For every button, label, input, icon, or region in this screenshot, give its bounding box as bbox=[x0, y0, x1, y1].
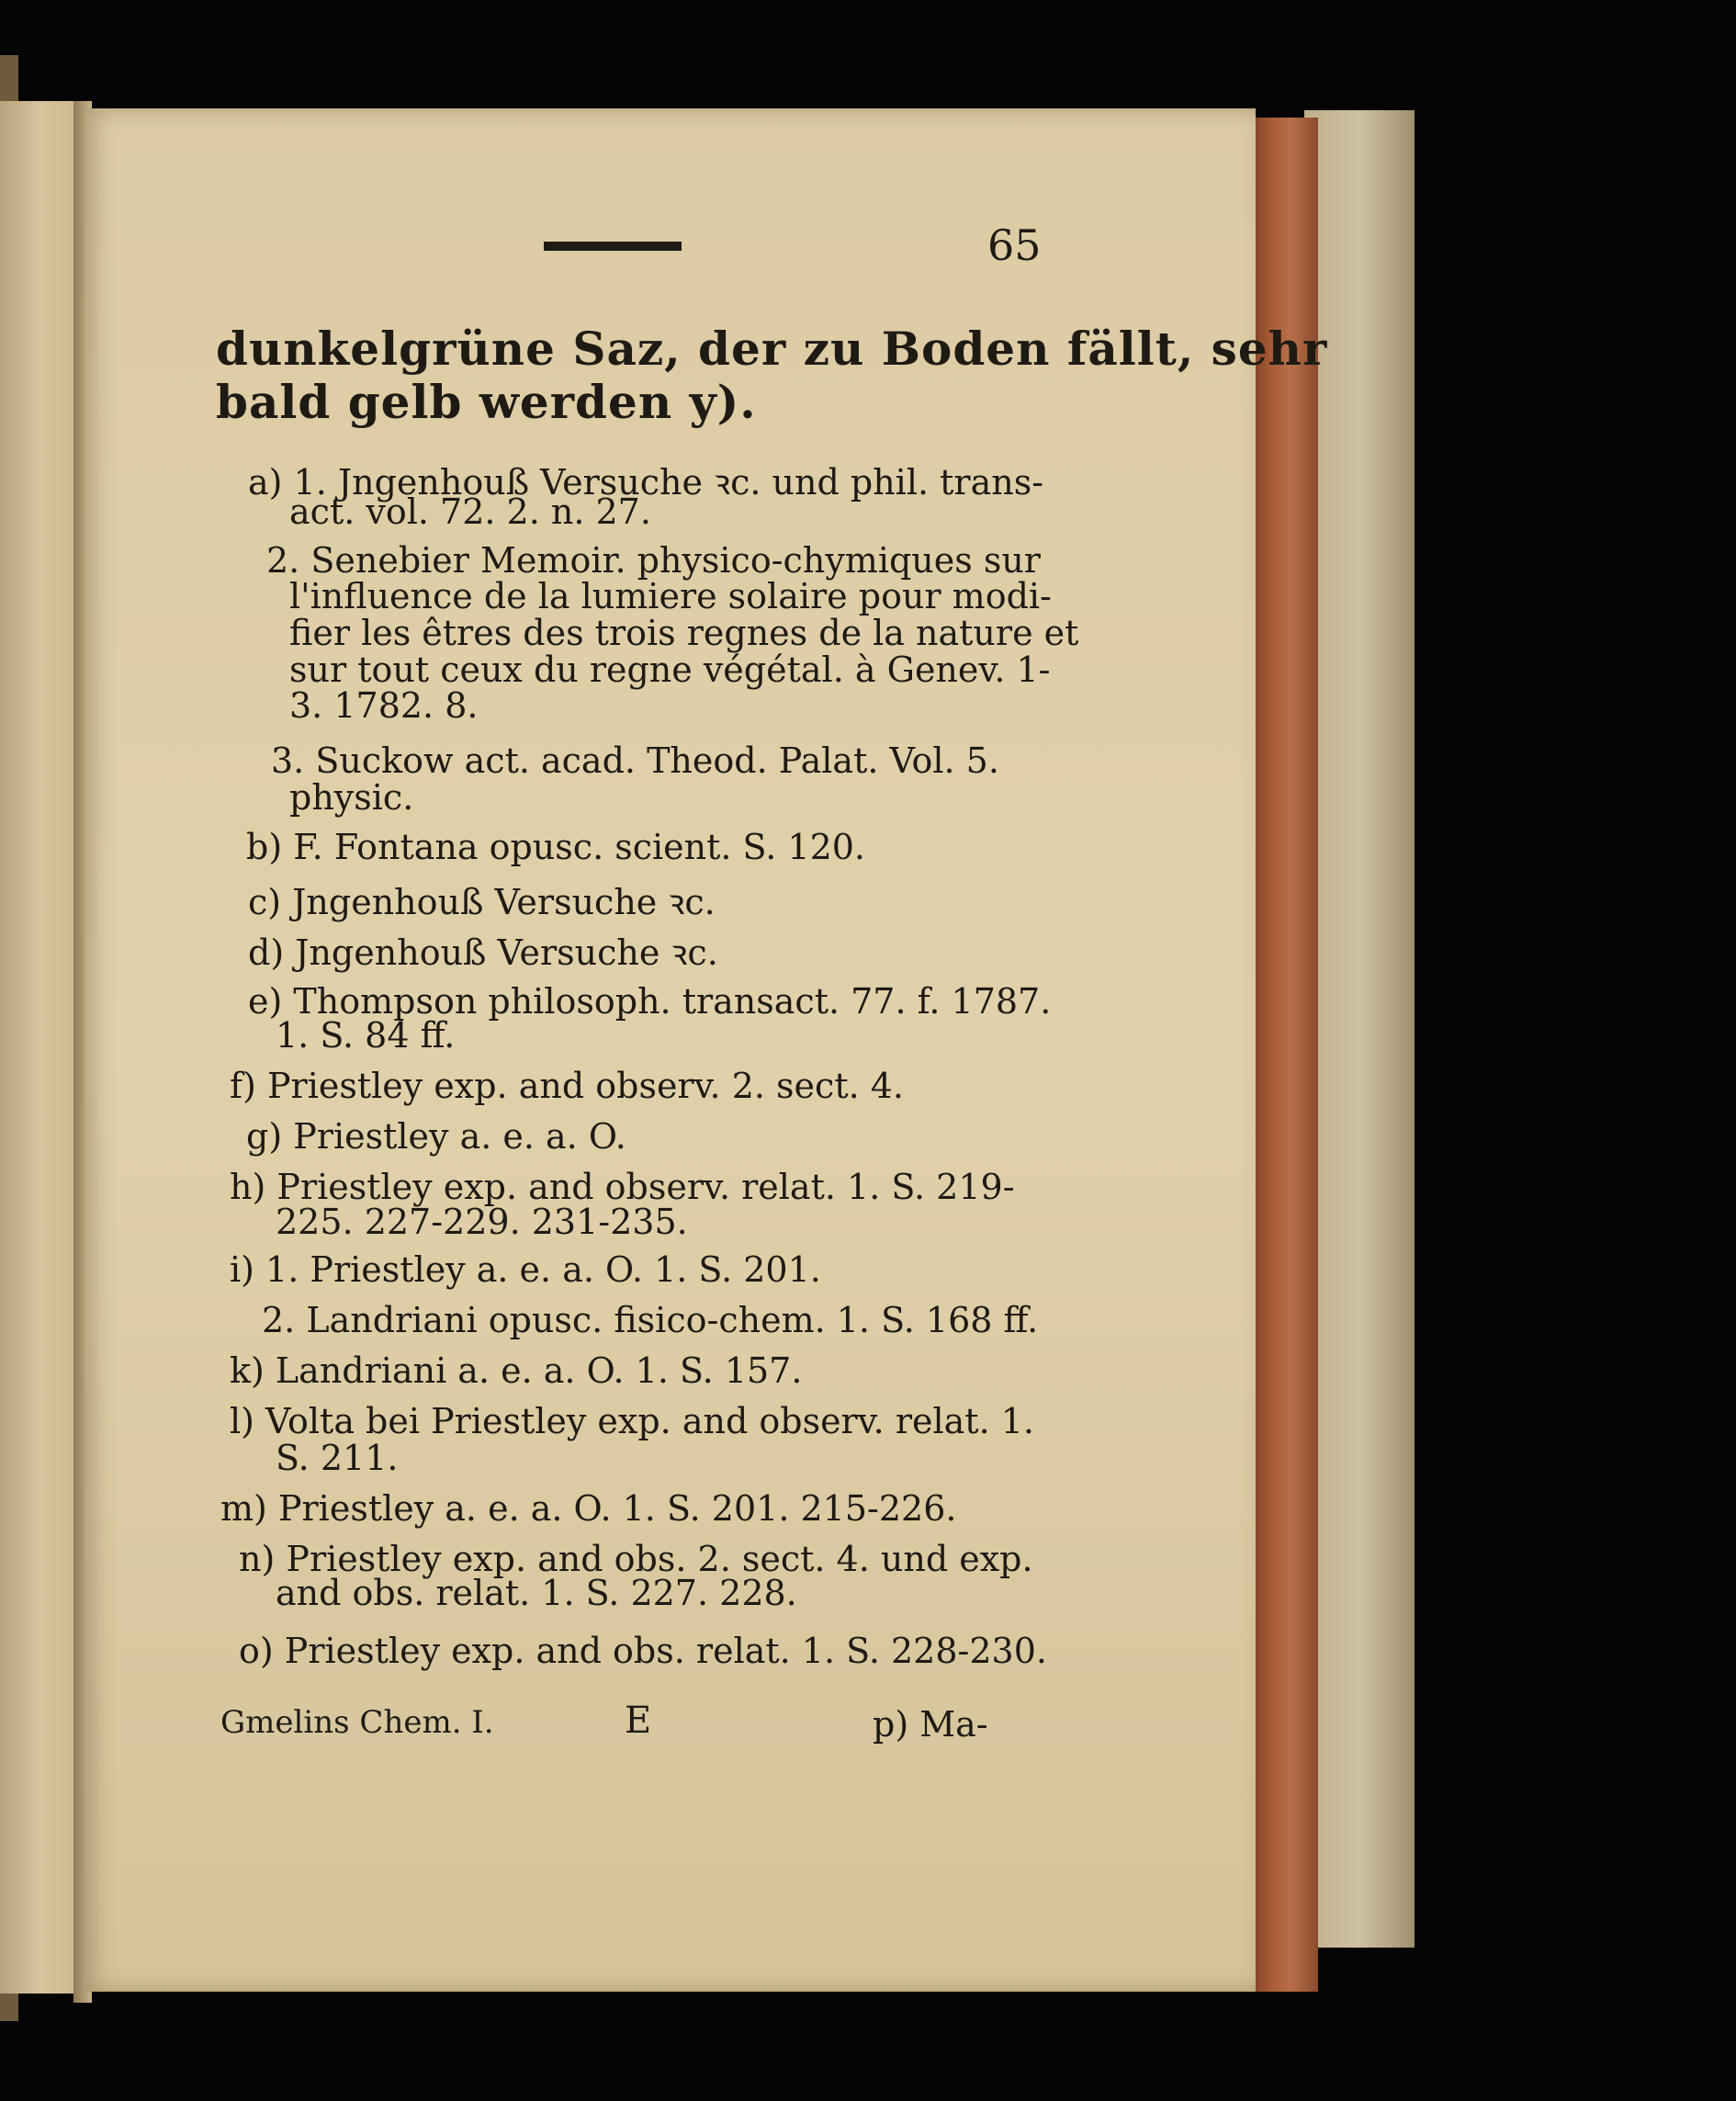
signature-title: Gmelins Chem. I. bbox=[220, 1704, 494, 1741]
footnote-line: e) Thompson philosoph. transact. 77. f. 1787. bbox=[248, 981, 1052, 1022]
footnote-line: b) F. Fontana opusc. scient. S. 120. bbox=[246, 827, 865, 867]
footnote-line: a) 1. Jngenhouß Versuche ꝛc. und phil. trans- bbox=[248, 462, 1044, 503]
footnote-line: S. 211. bbox=[276, 1438, 399, 1478]
footnote-line: h) Priestley exp. and observ. relat. 1. S. 219- bbox=[230, 1167, 1015, 1207]
spine bbox=[1304, 110, 1415, 1948]
footnote-line: m) Priestley a. e. a. O. 1. S. 201. 215-226. bbox=[220, 1488, 957, 1529]
footnote-line: 2. Landriani opusc. fisico-chem. 1. S. 168 ff. bbox=[262, 1300, 1039, 1340]
signature-mark: E bbox=[625, 1700, 652, 1742]
footnote-line: 3. 1782. 8. bbox=[289, 685, 479, 726]
footnote-line: act. vol. 72. 2. n. 27. bbox=[289, 491, 651, 532]
footnote-line: l'influence de la lumiere solaire pour modi- bbox=[289, 576, 1052, 616]
footnote-line: 225. 227-229. 231-235. bbox=[276, 1202, 688, 1242]
footnote-line: 2. Senebier Memoir. physico-chymiques sur bbox=[266, 540, 1041, 581]
footnote-line: c) Jngenhouß Versuche ꝛc. bbox=[248, 882, 716, 922]
footnote-line: and obs. relat. 1. S. 227. 228. bbox=[276, 1573, 797, 1613]
footnote-line: sur tout ceux du regne végétal. à Genev. 1- bbox=[289, 650, 1051, 690]
footnote-line: d) Jngenhouß Versuche ꝛc. bbox=[248, 932, 718, 973]
catchword: p) Ma- bbox=[873, 1704, 988, 1745]
footnote-line: o) Priestley exp. and obs. relat. 1. S. 228-230. bbox=[239, 1631, 1047, 1671]
header-rule bbox=[544, 242, 682, 251]
footnote-line: 1. S. 84 ff. bbox=[276, 1015, 456, 1056]
page-number: 65 bbox=[987, 220, 1042, 270]
footnote-line: g) Priestley a. e. a. O. bbox=[246, 1116, 626, 1157]
footnote-line: n) Priestley exp. and obs. 2. sect. 4. und exp. bbox=[239, 1539, 1033, 1579]
footnote-line: 3. Suckow act. acad. Theod. Palat. Vol. 5. bbox=[271, 740, 999, 781]
footnote-line: f) Priestley exp. and observ. 2. sect. 4. bbox=[230, 1066, 905, 1106]
body-line: bald gelb werden y). bbox=[216, 375, 757, 429]
footnote-line: physic. bbox=[289, 777, 414, 818]
body-line: dunkelgrüne Saz, der zu Boden fällt, sehr bbox=[216, 322, 1328, 376]
page-edges bbox=[1249, 118, 1318, 1992]
footnote-line: i) 1. Priestley a. e. a. O. 1. S. 201. bbox=[230, 1249, 821, 1290]
footnote-line: l) Volta bei Priestley exp. and observ. relat. 1. bbox=[230, 1401, 1034, 1441]
footnote-line: fier les êtres des trois regnes de la nature et bbox=[289, 613, 1079, 653]
footnote-line: k) Landriani a. e. a. O. 1. S. 157. bbox=[230, 1350, 803, 1391]
